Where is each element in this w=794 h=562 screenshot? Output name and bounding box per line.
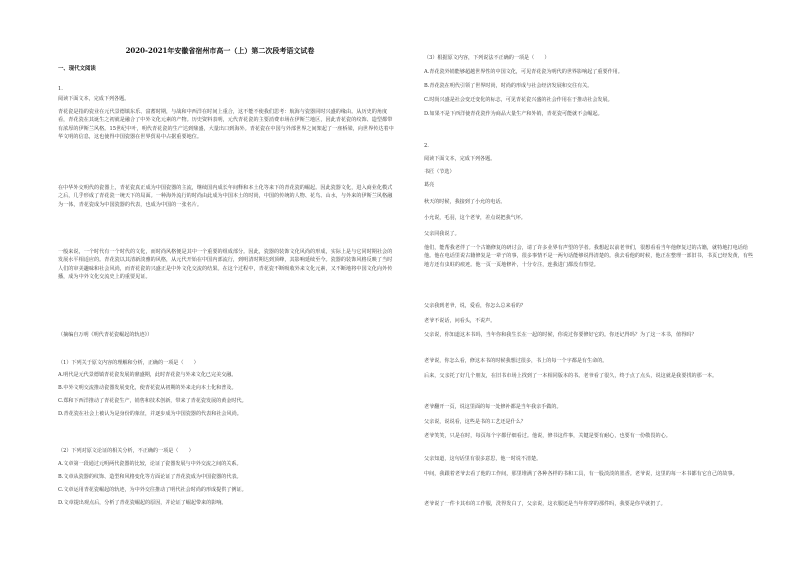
story-paragraph: 老爷不说话，问看头，不说声。 [424,318,496,324]
story-paragraph: 父亲说，你知道这本书吗，当年你和我生长在一起的时候，你说过你要修好它的。你还记得吗？为了这一本书，值得吗？ [424,332,697,338]
instruction: 阅读下面文本，完成下列各题。 [424,156,496,162]
right-column [424,0,754,562]
option-b[interactable]: B.青花瓷在明代引领了世界时尚，时尚的形成与社会经济发展和交往有关。 [424,83,593,89]
option-d[interactable]: D.青花瓷在社会上被认为是身份的象征，并逐步成为中国瓷器的代表和社会风尚。 [58,411,242,417]
page-title: 2020-2021年安徽省宿州市高一（上）第二次段考语文试卷 [125,46,315,55]
question-stem: （1）下列关于原文内容的理解和分析，正确的一项是（ ） [58,360,199,366]
story-paragraph: 秋天的时候，我接到了小允的电话。 [424,199,506,205]
option-b[interactable]: B.文章从瓷器的纹饰、造型和风格变化等方面论证了青花瓷成为中国瓷器的代表。 [58,474,242,480]
option-b[interactable]: B.中外文明交流推动瓷器发展变化，使青花瓷从初期的外来走向本土化和普及。 [58,385,237,391]
question-stem: （3）根据原文内容，下列说法不正确的一项是（ ） [424,55,550,61]
story-paragraph: 父亲我到老爷，说，爱看，你怎么总来看的？ [424,303,526,309]
option-a[interactable]: A.青花瓷外销能够超越世界性的中国文化，可见青花瓷为明代的世界影响起了重要作用。 [424,69,623,75]
story-paragraph: 他们，能帮我老伴了一个古籍修复的研讨会，请了许多业界有声望的学者。我想起以前老爷们，很想看看当年他修复过的古籍，就特地打电话给他。他在电话里说古籍修复是一辈子的事，很多事情不是一两句话能够说得清楚的。我去看他的时候，他正在整理一部旧书，书页已经发黄，有些地方还有虫蛀的痕迹。他一页一页地修补，十分专注，连我进门都没有察觉。 [424,245,754,268]
section-heading: 一、现代文阅读 [58,66,96,72]
instruction: 阅读下面文本，完成下列各题。 [58,96,130,102]
story-author: 葛亮 [424,182,435,188]
story-paragraph: 中间，我跟着老爷去看了他的工作间，那里堆满了各种各样的书和工具，有一股淡淡的墨香。老爷说，这里的每一本书都有它自己的故事。 [424,471,738,477]
option-c[interactable]: C.郑和下西洋推动了青花瓷生产，销售和技术创新，带来了青花瓷发展的黄金时代。 [58,398,247,404]
option-c[interactable]: C.时尚兴盛是社会变迁变化的标志，可见青花瓷兴盛的社会作用在于推动社会发展。 [424,97,613,103]
story-paragraph: 老爷翻开一页，说这里面的每一处修补都是当年我亲手做的。 [424,404,562,410]
story-paragraph: 老爷说了一件卡其布的工作服，洗得发白了，父亲说，这衣服还是当年你穿的那件吗，我要是你早就扔了。 [424,501,666,507]
story-heading: 书匠（节选） [424,169,455,175]
story-paragraph: 父亲同我说了。 [424,231,460,237]
left-column [58,0,394,562]
story-paragraph: 老爷笑笑，只是在时，每页每个字都仔细看过。他说，修书这件事，关键是要有耐心，也要有一份敬畏的心。 [424,433,671,439]
option-a[interactable]: A.明代是元代景德镇青花瓷发展的鼎盛期，此时青花瓷与外来文化已完美交融。 [58,372,237,378]
question-stem: （2）下列对原文论证的相关分析，不正确的一项是（ ） [58,448,194,454]
option-a[interactable]: A.文章第一段通过元明两代瓷器的比较，论证了瓷器发展与中外交流之间的关系。 [58,461,242,467]
passage-paragraph-2: 在中华外交明代的瓷器上，青花瓷真正成为中国瓷器的主流，继续国内成长年间释和本土化等来下的青花瓷的崛起。因此瓷器文化，进入商业化模式之后，几乎形成了青花瓷一统天下的局面。一种海外流行的时尚由此成为中国本土的时尚，中国的传统的人物、花鸟、山水，与外来的伊斯兰风格融为一体，青花瓷成为中国瓷器的代表，也成为中国的一张名片。 [58,185,393,208]
passage-paragraph-3: 一般来说，一个时代有一个时代的文化，而时尚风格便是其中一个重要的组成部分。因此，瓷器的装饰文化风尚的形成，实际上是与它同时期社会的发展水平相适应的。青花瓷以其清新淡雅的风格，从元代开始在中国内部流行，到明清时期达到顶峰，其影响延续至今。瓷器的装饰风格反映了当时人们的审美趣味和社会风尚，而青花瓷的兴盛正是中外文化交流的结果。在这个过程中，青花瓷不断吸收外来文化元素，又不断地将中国文化向外传播，成为中外文化交流史上的重要见证。 [58,249,393,281]
story-paragraph: 小允说，毛羽，这个老爷，差点说把我气坏。 [424,215,526,221]
passage-paragraph-1: 青花瓷是指的瓷业在元代景德镇东乐、富蓄时期，与战和中西洋在时间上重合，这不能不使我们思考：航海与瓷器同时兴盛的缘由。从历史的角度看，青花瓷在其诞生之初就是融合了中外文化元素的产物。历史资料表明，元代青花瓷的主要消费市场在伊斯兰地区，因此青花瓷的纹饰、造型都带有浓厚的伊斯兰风格。15世纪中叶，明代青花瓷的生产达到鼎盛，大量出口到海外。青花瓷在中国与外部世界之间架起了一座桥梁，向世界传达着中华文明的信息，这也使得中国瓷器在世界贸易中占据重要地位。 [58,109,394,141]
story-paragraph: 父亲知道，这句话里有很多意思，他一时说不清楚。 [424,456,542,462]
question-number: 2. [424,143,429,149]
question-number: 1. [58,86,63,92]
story-paragraph: 父亲说，说说看，这些是书的工艺还是什么？ [424,419,526,425]
story-paragraph: 后来，父亲托了好几个朋友，在旧书市场上找到了一本相同版本的书。老爷看了很久，终于点了点头，说这就是我要找的那一本。 [424,373,718,379]
source-citation: （摘编自万明《明代青花瓷崛起的轨迹》） [58,332,153,338]
option-d[interactable]: D.如果不是下西洋使青花瓷作为商品大量生产和外销，青花瓷可能就不会崛起。 [424,111,603,117]
option-d[interactable]: D.文章提出观点后，分析了青花瓷崛起的原因，并论证了崛起带来的影响。 [58,500,227,506]
option-c[interactable]: C.文章运用青花瓷崛起的轨迹，为中外交往推动了明代社会时尚的形成提供了例证。 [58,487,247,493]
story-paragraph: 老爷说，你怎么看，修这本书的时候我想过很多，书上的每一个字都是有生命的。 [424,358,608,364]
